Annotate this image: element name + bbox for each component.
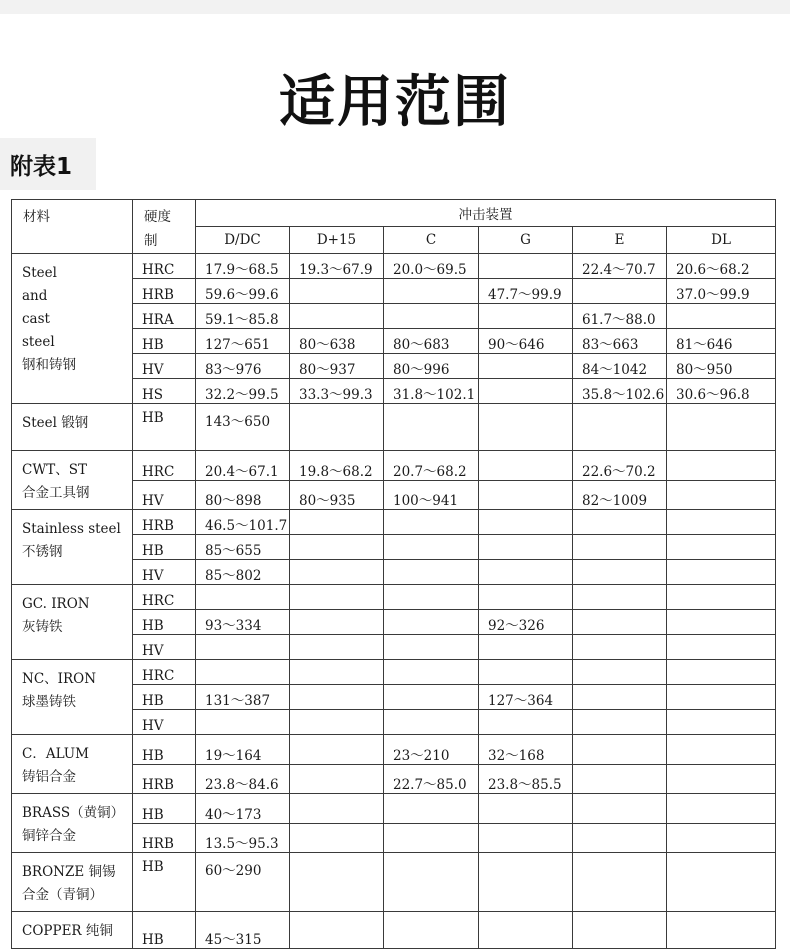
range-value-cell: 20.6～68.2 [667,254,776,279]
material-name-line: Stainless steel [22,521,121,537]
range-value-cell [667,404,776,451]
table-row [12,451,776,481]
hardness-scale-cell: HB [133,794,196,824]
range-value-cell [667,823,776,853]
material-cell [12,451,133,510]
range-value-cell [196,660,290,685]
range-value-cell [667,610,776,635]
range-value-cell [667,685,776,710]
range-value-cell [290,735,384,765]
range-value-cell [573,510,667,535]
material-name-line: 球墨铸铁 [22,694,76,710]
range-value-cell [290,764,384,794]
table-row [12,794,776,824]
range-value-cell [479,535,573,560]
hardness-scale-cell: HB [133,329,196,354]
range-value-cell [667,635,776,660]
range-value-cell: 131～387 [196,685,290,710]
range-value-cell: 40～173 [196,794,290,824]
range-value-cell: 80～935 [290,480,384,510]
range-value-cell [667,451,776,481]
hardness-scale-cell: HB [133,735,196,765]
header-hardness-line2: 制 [144,233,158,249]
material-cell [12,853,133,912]
range-value-cell [290,635,384,660]
material-name-line: 铜锌合金 [22,828,76,844]
range-value-cell: 20.4～67.1 [196,451,290,481]
material-name-line: 灰铸铁 [22,619,63,635]
hardness-scale-cell: HRB [133,764,196,794]
range-value-cell [196,635,290,660]
material-cell [12,585,133,660]
range-value-cell: 80～996 [384,354,479,379]
range-value-cell: 84～1042 [573,354,667,379]
material-cell [12,735,133,794]
range-value-cell: 33.3～99.3 [290,379,384,404]
material-cell [12,510,133,585]
range-value-cell [384,853,479,912]
range-value-cell: 45～315 [196,912,290,949]
range-value-cell [573,610,667,635]
range-value-cell [573,660,667,685]
range-value-cell [573,710,667,735]
range-value-cell [290,560,384,585]
table-label: 附表1 [0,138,96,190]
material-name-line: CWT、ST [22,462,87,478]
hardness-scale-cell: HS [133,379,196,404]
range-value-cell: 83～976 [196,354,290,379]
hardness-scale-cell: HRB [133,279,196,304]
range-value-cell [290,853,384,912]
range-value-cell [667,735,776,765]
range-value-cell [573,912,667,949]
range-value-cell [479,404,573,451]
range-value-cell: 20.7～68.2 [384,451,479,481]
hardness-scale-cell: HB [133,912,196,949]
hardness-scale-cell: HRC [133,585,196,610]
range-value-cell: 85～802 [196,560,290,585]
range-value-cell: 127～364 [479,685,573,710]
range-value-cell: 19.3～67.9 [290,254,384,279]
range-value-cell [573,585,667,610]
table-row [12,510,776,535]
hardness-scale-cell: HV [133,635,196,660]
range-value-cell [290,404,384,451]
hardness-scale-cell: HV [133,480,196,510]
range-value-cell: 47.7～99.9 [479,279,573,304]
range-value-cell [384,279,479,304]
material-name-line: steel [22,334,55,350]
range-value-cell: 59.6～99.6 [196,279,290,304]
material-name-word: Steel [22,265,57,281]
range-value-cell: 17.9～68.5 [196,254,290,279]
range-value-cell: 81～646 [667,329,776,354]
range-value-cell: 80～683 [384,329,479,354]
range-value-cell: 22.6～70.2 [573,451,667,481]
range-value-cell: 35.8～102.6 [573,379,667,404]
range-value-cell: 32.2～99.5 [196,379,290,404]
table-row [12,660,776,685]
material-name-line: COPPER 纯铜 [22,923,113,939]
header-material [12,200,133,254]
range-value-cell [196,710,290,735]
header-device-d-dc: D/DC [196,227,290,254]
range-value-cell [479,710,573,735]
range-value-cell: 80～937 [290,354,384,379]
range-value-cell [479,660,573,685]
material-cell [12,912,133,949]
range-value-cell [479,304,573,329]
range-value-cell [573,535,667,560]
hardness-scale-cell: HB [133,853,196,912]
range-value-cell: 22.7～85.0 [384,764,479,794]
table-row [12,853,776,912]
range-value-cell [667,710,776,735]
range-value-cell [667,510,776,535]
range-value-cell: 85～655 [196,535,290,560]
range-value-cell: 32～168 [479,735,573,765]
range-value-cell [667,585,776,610]
hardness-scale-cell: HB [133,535,196,560]
material-name-line: NC、IRON [22,671,97,687]
range-value-cell: 31.8～102.1 [384,379,479,404]
material-name-line: GC. IRON [22,596,90,612]
range-value-cell [290,510,384,535]
header-device-d-15: D+15 [290,227,384,254]
range-value-cell: 80～638 [290,329,384,354]
table-row [12,254,776,279]
range-value-cell [290,610,384,635]
hardness-scale-cell: HV [133,560,196,585]
hardness-scale-cell: HRB [133,510,196,535]
range-value-cell [290,912,384,949]
material-name-word: and [22,288,48,304]
range-value-cell [384,404,479,451]
range-value-cell [573,685,667,710]
range-value-cell [479,853,573,912]
range-value-cell [573,764,667,794]
range-value-cell [290,279,384,304]
range-value-cell [290,823,384,853]
range-value-cell: 13.5～95.3 [196,823,290,853]
range-value-cell [667,560,776,585]
range-value-cell [479,560,573,585]
range-value-cell [384,660,479,685]
range-value-cell: 80～950 [667,354,776,379]
range-value-cell [479,451,573,481]
header-device-dl: DL [667,227,776,254]
range-value-cell [667,535,776,560]
range-value-cell [384,794,479,824]
range-value-cell: 93～334 [196,610,290,635]
hardness-scale-cell: HRB [133,823,196,853]
range-value-cell [384,610,479,635]
range-value-cell: 90～646 [479,329,573,354]
range-value-cell [384,912,479,949]
range-value-cell: 37.0～99.9 [667,279,776,304]
material-name-line [22,262,126,331]
range-value-cell [479,254,573,279]
range-value-cell: 100～941 [384,480,479,510]
range-value-cell [573,794,667,824]
range-value-cell [290,685,384,710]
range-value-cell [479,354,573,379]
range-value-cell [384,585,479,610]
range-value-cell: 46.5～101.7 [196,510,290,535]
range-value-cell [479,510,573,535]
range-value-cell [573,735,667,765]
range-value-cell [573,560,667,585]
range-value-cell [573,404,667,451]
hardness-scale-cell: HRC [133,660,196,685]
range-value-cell [384,823,479,853]
hardness-scale-cell: HRA [133,304,196,329]
table-row [12,735,776,765]
range-value-cell [384,685,479,710]
range-value-cell [196,585,290,610]
top-strip [0,0,790,14]
material-cell [12,794,133,853]
material-name-word: cast [22,311,50,327]
table-row [12,912,776,949]
header-hardness-scale [133,200,196,254]
material-cell [12,660,133,735]
range-value-cell [384,304,479,329]
range-value-cell [667,480,776,510]
hardness-scale-cell: HV [133,710,196,735]
range-value-cell [479,379,573,404]
header-row-1 [12,200,776,227]
range-value-cell [384,635,479,660]
material-name-line: Steel 锻钢 [22,415,89,431]
range-value-cell: 22.4～70.7 [573,254,667,279]
range-value-cell [479,823,573,853]
range-value-cell [573,279,667,304]
range-value-cell: 60～290 [196,853,290,912]
material-name-line: BRONZE 铜锡 [22,864,116,880]
material-name-line: 铸铝合金 [22,769,76,785]
hardness-range-table [11,199,776,949]
material-name-line: BRASS（黄铜） [22,805,125,821]
header-device-g: G [479,227,573,254]
header-impact-device: 冲击装置 [196,200,776,227]
range-value-cell: 23～210 [384,735,479,765]
material-cell [12,404,133,451]
header-device-e: E [573,227,667,254]
range-value-cell: 83～663 [573,329,667,354]
table-row [12,585,776,610]
range-value-cell [667,794,776,824]
range-value-cell [479,912,573,949]
range-value-cell [290,794,384,824]
range-value-cell [479,480,573,510]
range-value-cell [479,635,573,660]
material-cell [12,254,133,404]
hardness-scale-cell: HB [133,404,196,451]
material-name-line: 合金工具钢 [22,485,90,501]
range-value-cell: 127～651 [196,329,290,354]
range-value-cell: 30.6～96.8 [667,379,776,404]
header-device-c: C [384,227,479,254]
range-value-cell [667,304,776,329]
range-value-cell: 92～326 [479,610,573,635]
page-title: 适用范围 [279,70,511,135]
header-material-label: 材料 [23,209,50,225]
hardness-scale-cell: HB [133,610,196,635]
range-value-cell [667,764,776,794]
range-value-cell: 23.8～84.6 [196,764,290,794]
hardness-scale-cell: HB [133,685,196,710]
range-value-cell [384,560,479,585]
range-value-cell [384,535,479,560]
material-name-line: 不锈钢 [22,544,63,560]
hardness-scale-cell: HRC [133,451,196,481]
range-value-cell [573,853,667,912]
range-value-cell: 19～164 [196,735,290,765]
range-value-cell: 19.8～68.2 [290,451,384,481]
table-row [12,404,776,451]
material-name-line: 钢和铸钢 [22,357,76,373]
range-value-cell [667,660,776,685]
range-value-cell: 143～650 [196,404,290,451]
hardness-scale-cell: HRC [133,254,196,279]
range-value-cell: 80～898 [196,480,290,510]
range-value-cell [290,535,384,560]
range-value-cell [667,912,776,949]
range-value-cell [290,304,384,329]
range-value-cell [479,794,573,824]
header-hardness-line1: 硬度 [144,209,171,225]
range-value-cell [384,710,479,735]
range-value-cell: 61.7～88.0 [573,304,667,329]
range-value-cell [573,635,667,660]
range-value-cell [479,585,573,610]
range-value-cell [290,660,384,685]
range-value-cell [384,510,479,535]
hardness-scale-cell: HV [133,354,196,379]
range-value-cell: 23.8～85.5 [479,764,573,794]
material-name-line: C．ALUM [22,746,90,762]
range-value-cell [573,823,667,853]
range-value-cell: 20.0～69.5 [384,254,479,279]
range-value-cell: 59.1～85.8 [196,304,290,329]
range-value-cell [290,710,384,735]
range-value-cell [290,585,384,610]
material-name-line: 合金（青铜） [22,887,103,903]
range-value-cell: 82～1009 [573,480,667,510]
range-value-cell [667,853,776,912]
